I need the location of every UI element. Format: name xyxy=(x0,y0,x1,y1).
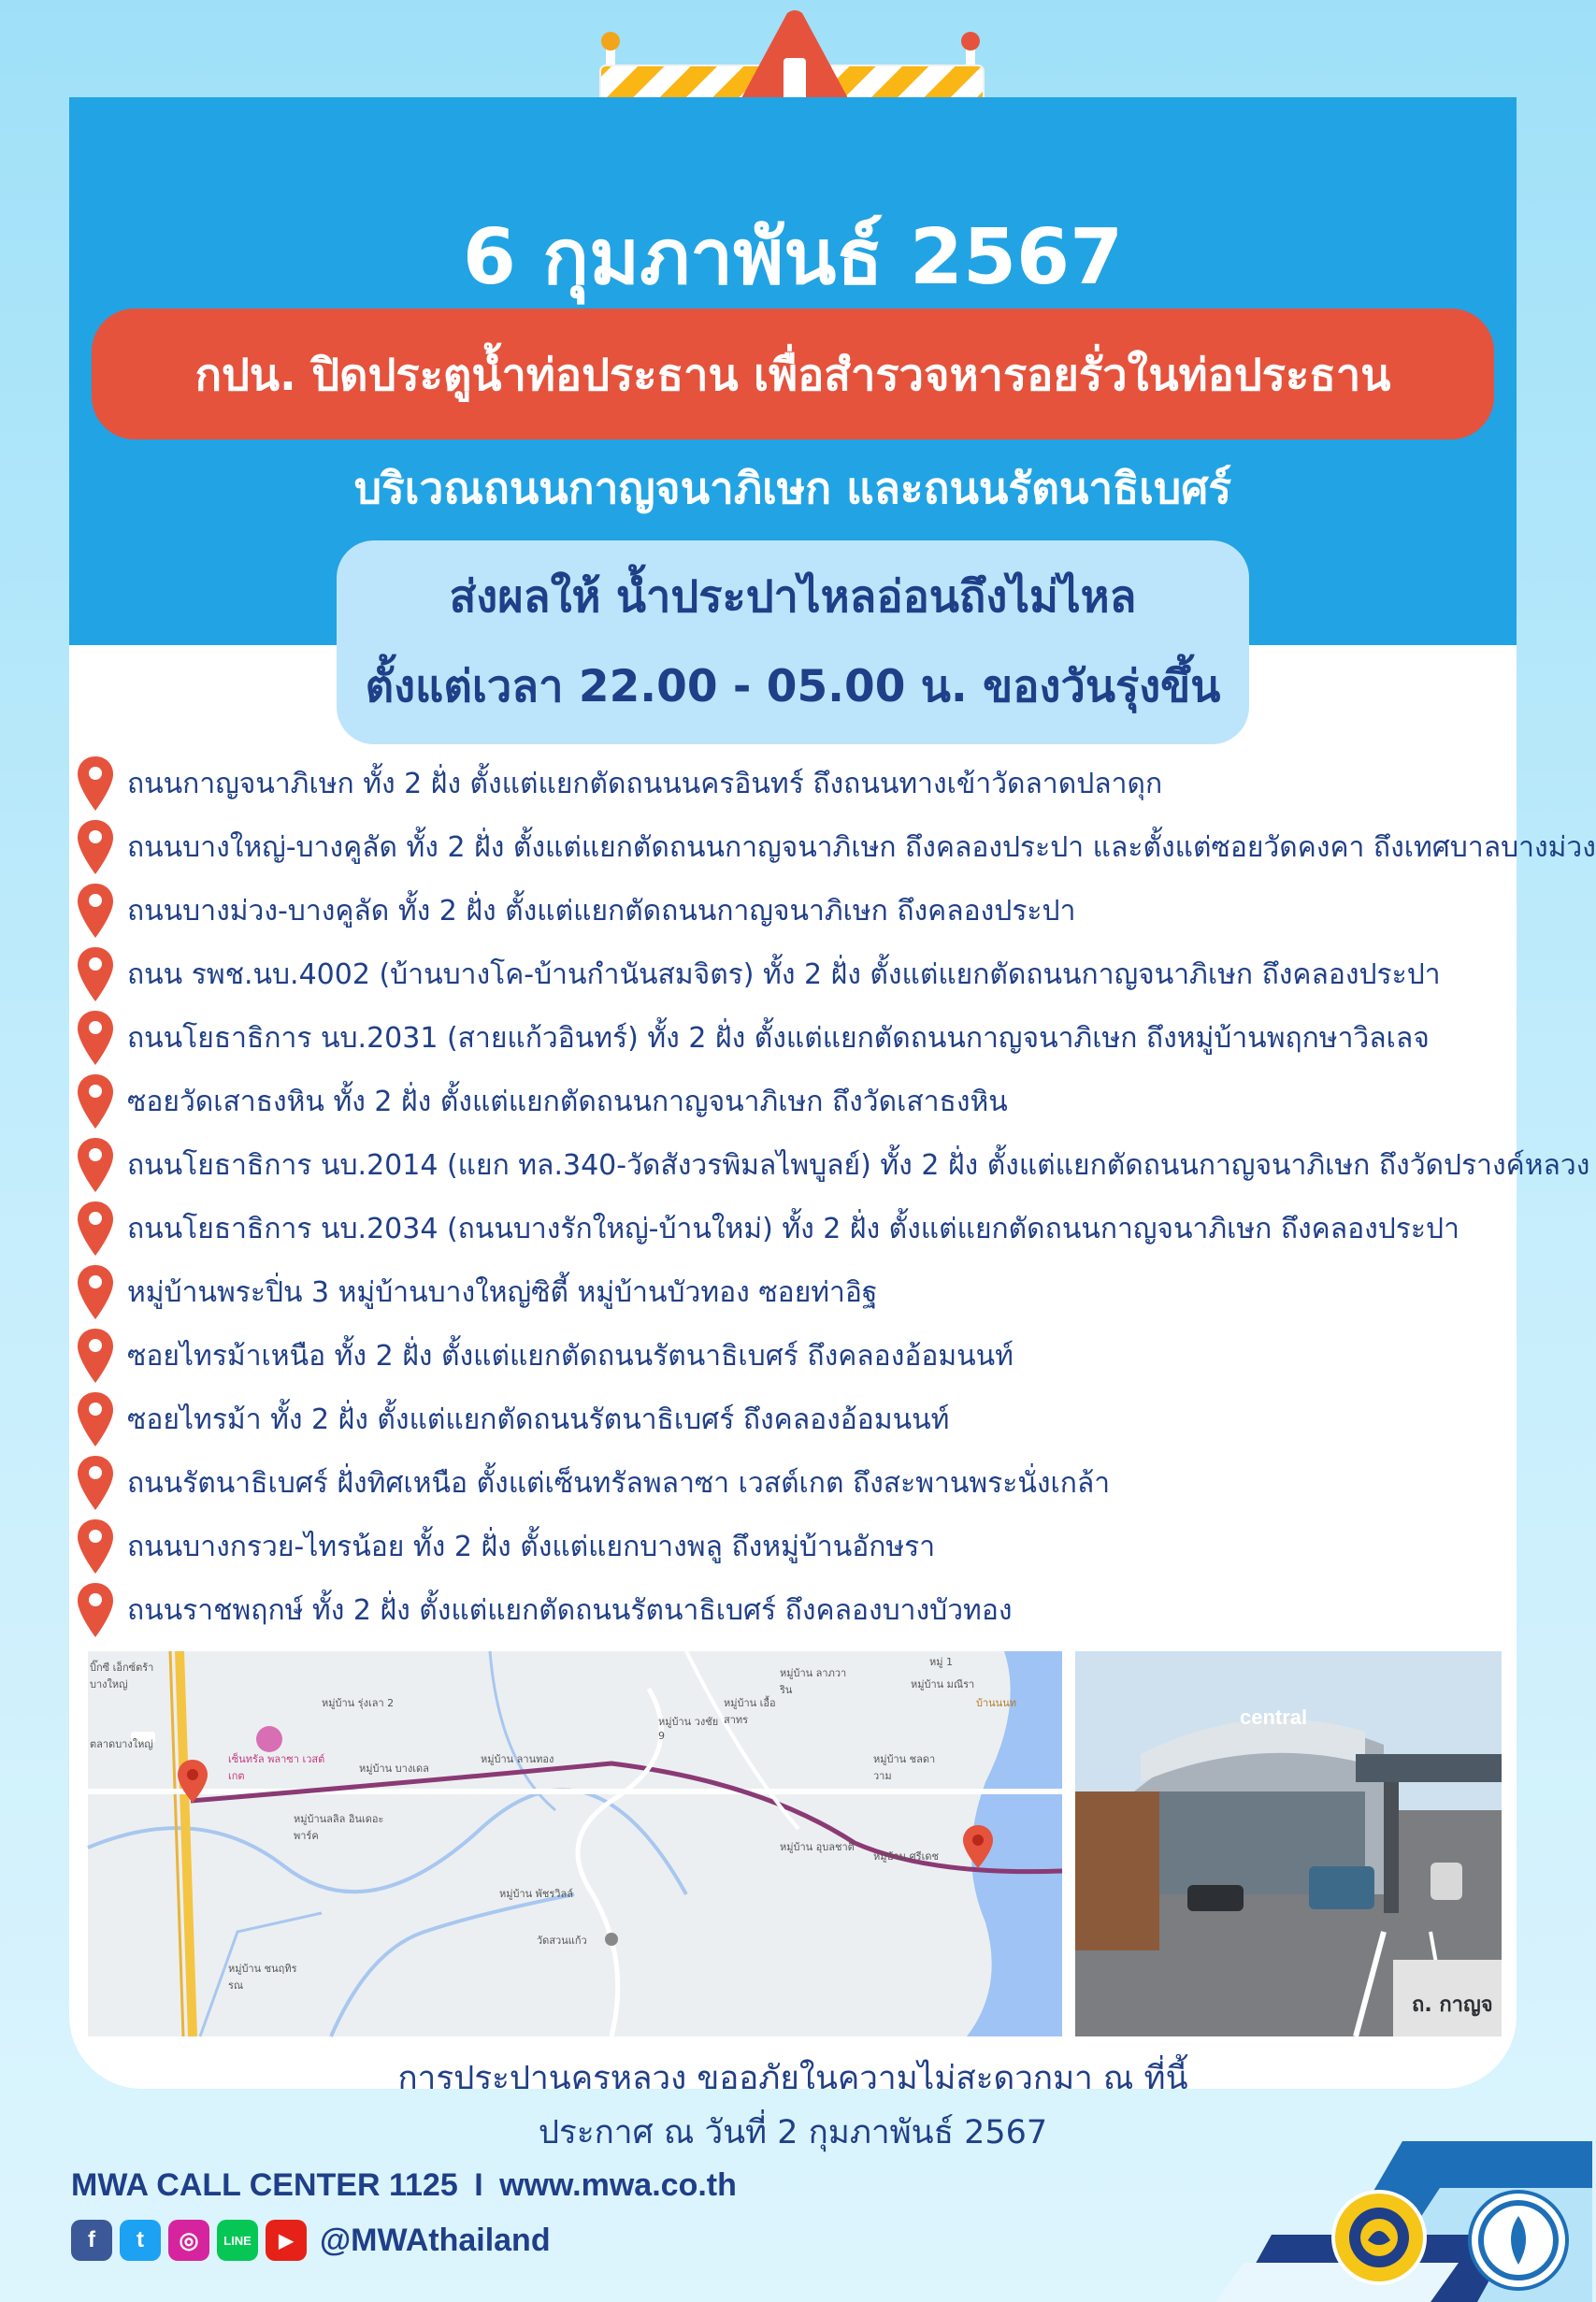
map-label: หมู่บ้าน เอื้อสาทร xyxy=(724,1697,776,1726)
area-text: ถนนโยธาธิการ นบ.2034 (ถนนบางรักใหญ่-บ้านใหม่) ทั้ง 2 ฝั่ง ตั้งแต่แยกตัดถนนกาญจนาภิเษก ถึงคลองประปา xyxy=(127,1212,1459,1245)
twitter-icon[interactable]: t xyxy=(120,2220,161,2261)
call-center-text: MWA CALL CENTER 1125 xyxy=(71,2167,458,2203)
map-label: หมู่บ้าน ลาภวาริน xyxy=(780,1667,847,1696)
area-text: ถนน รพช.นบ.4002 (บ้านบางโค-บ้านกำนันสมจิตร) ทั้ง 2 ฝั่ง ตั้งแต่แยกตัดถนนกาญจนาภิเษก ถึงคลองประปา xyxy=(127,957,1441,991)
area-text: ถนนรัตนาธิเบศร์ ฝั่งทิศเหนือ ตั้งแต่เซ็นทรัลพลาซา เวสต์เกต ถึงสะพานพระนั่งเกล้า xyxy=(127,1466,1111,1500)
area-item xyxy=(75,1133,1589,1197)
map-pin-icon xyxy=(75,1518,116,1575)
map-label: หมู่บ้านลลิล อินเดอะพาร์ค xyxy=(294,1813,384,1842)
social-handle[interactable]: @MWAthailand xyxy=(320,2222,551,2258)
website-link[interactable]: www.mwa.co.th xyxy=(499,2167,737,2203)
map-label: หมู่บ้าน ศรีเดช xyxy=(873,1850,939,1863)
map-pin-icon xyxy=(75,1581,116,1639)
area-text: ซอยวัดเสาธงหิน ทั้ง 2 ฝั่ง ตั้งแต่แยกตัดถนนกาญจนาภิเษก ถึงวัดเสาธงหิน xyxy=(127,1085,1008,1118)
announcement-card xyxy=(69,97,1596,2151)
map-pin-icon xyxy=(75,882,116,940)
separator: I xyxy=(474,2167,483,2203)
royal-emblem-logo xyxy=(1331,2190,1427,2285)
map-label: ตลาดบางใหญ่ xyxy=(90,1738,153,1750)
map-label: หมู่บ้าน ชลดาวาม xyxy=(873,1753,936,1782)
map-pin-icon xyxy=(75,1009,116,1067)
map-pin-icon xyxy=(75,755,116,813)
map-pin-icon xyxy=(75,1072,116,1130)
area-item xyxy=(75,1070,1008,1133)
road-marking: ถ. กาญจ xyxy=(1412,1993,1493,2017)
area-text: ถนนราชพฤกษ์ ทั้ง 2 ฝั่ง ตั้งแต่แยกตัดถนนรัตนาธิเบศร์ ถึงคลองบางบัวทอง xyxy=(127,1593,1013,1627)
area-text: ถนนบางกรวย-ไทรน้อย ทั้ง 2 ฝั่ง ตั้งแต่แยกบางพลู ถึงหมู่บ้านอักษรา xyxy=(127,1530,936,1563)
area-text: ซอยไทรม้า ทั้ง 2 ฝั่ง ตั้งแต่แยกตัดถนนรัตนาธิเบศร์ ถึงคลองอ้อมนนท์ xyxy=(127,1403,950,1436)
map-pin-icon xyxy=(75,945,116,1003)
area-text: ถนนโยธาธิการ นบ.2031 (สายแก้วอินทร์) ทั้ง 2 ฝั่ง ตั้งแต่แยกตัดถนนกาญจนาภิเษก ถึงหมู่บ้านพฤกษาวิลเลจ xyxy=(127,1021,1430,1055)
map-label: หมู่บ้าน ชนฤทิรรณ xyxy=(228,1963,297,1992)
line-icon[interactable]: LINE xyxy=(217,2220,258,2261)
map-label: หมู่บ้าน ลานทอง xyxy=(481,1753,554,1765)
map-pin-icon xyxy=(75,1390,116,1448)
date-title: 6 กุมภาพันธ์ 2567 xyxy=(462,213,1124,302)
map-label: บิ๊กซี เอ็กซ์ตร้า บางใหญ่ xyxy=(90,1662,154,1691)
location-subhead: บริเวณถนนกาญจนาภิเษก และถนนรัตนาธิเบศร์ xyxy=(353,463,1232,513)
effect-line-1: ส่งผลให้ น้ำประปาไหลอ่อนถึงไม่ไหล xyxy=(449,571,1137,623)
instagram-icon[interactable]: ◎ xyxy=(168,2220,209,2261)
area-item xyxy=(75,1324,1014,1388)
map-label: หมู่บ้าน อุบลชาติ xyxy=(780,1841,855,1853)
map-label: บ้านนนท xyxy=(976,1697,1016,1709)
area-item xyxy=(75,1451,1110,1515)
map-pin-icon xyxy=(75,1263,116,1321)
map-pin-icon xyxy=(75,818,116,876)
map-label: หมู่บ้าน วงชัย 9 xyxy=(658,1716,719,1742)
area-text: ถนนกาญจนาภิเษก ทั้ง 2 ฝั่ง ตั้งแต่แยกตัดถนนนครอินทร์ ถึงถนนทางเข้าวัดลาดปลาดุก xyxy=(127,767,1163,800)
area-item xyxy=(75,1388,949,1451)
area-text: ซอยไทรม้าเหนือ ทั้ง 2 ฝั่ง ตั้งแต่แยกตัดถนนรัตนาธิเบศร์ ถึงคลองอ้อมนนท์ xyxy=(127,1339,1014,1373)
area-item xyxy=(75,815,1596,879)
apology-text: การประปานครหลวง ขออภัยในความไม่สะดวกมา ณ ที่นี้ xyxy=(397,2060,1188,2097)
mall-sign: central xyxy=(1240,1705,1308,1729)
map-pin-icon xyxy=(75,1454,116,1512)
area-item xyxy=(75,752,1162,815)
area-text: ถนนโยธาธิการ นบ.2014 (แยก ทล.340-วัดสังวรพิมลไพบูลย์) ทั้ง 2 ฝั่ง ตั้งแต่แยกตัดถนนกาญจนาภิเษก ถึงวัดปรางค์หลวง xyxy=(127,1148,1590,1182)
area-item xyxy=(75,1515,935,1578)
effect-notice xyxy=(337,540,1249,744)
facebook-icon[interactable]: f xyxy=(71,2220,112,2261)
map-label: หมู่บ้าน มณีรา xyxy=(911,1678,975,1691)
youtube-icon[interactable]: ▶ xyxy=(266,2220,307,2261)
announced-date: ประกาศ ณ วันที่ 2 กุมภาพันธ์ 2567 xyxy=(538,2114,1048,2151)
area-item xyxy=(75,1006,1430,1070)
mwa-logo xyxy=(1468,2190,1569,2291)
area-item xyxy=(75,1260,877,1324)
map-label: วัดสวนแก้ว xyxy=(537,1935,587,1947)
area-item xyxy=(75,1197,1459,1260)
map-label: หมู่บ้าน บางเดล xyxy=(359,1762,429,1775)
headline-banner: กปน. ปิดประตูน้ำท่อประธาน เพื่อสำรวจหารอยรั่วในท่อประธาน xyxy=(92,309,1494,439)
area-item xyxy=(75,942,1441,1006)
social-row xyxy=(71,2220,551,2261)
area-text: หมู่บ้านพระปิ่น 3 หมู่บ้านบางใหญ่ซิตี้ หมู่บ้านบัวทอง ซอยท่าอิฐ xyxy=(127,1275,878,1309)
map-label: หมู่บ้าน รุ่งเลา 2 xyxy=(322,1697,395,1709)
contact-line xyxy=(71,2167,737,2204)
map-pin-icon xyxy=(75,1200,116,1258)
map-label: หมู่ 1 xyxy=(929,1656,953,1668)
map-pin-icon xyxy=(75,1136,116,1194)
map-pin-icon xyxy=(75,1327,116,1385)
map-label: หมู่บ้าน พัชรวิลล์ xyxy=(499,1888,573,1900)
street-photo xyxy=(1075,1651,1502,2036)
area-item xyxy=(75,879,1075,942)
map-label: เซ็นทรัล พลาซา เวสต์เกต xyxy=(228,1753,325,1782)
area-text: ถนนบางใหญ่-บางคูลัด ทั้ง 2 ฝั่ง ตั้งแต่แยกตัดถนนกาญจนาภิเษก ถึงคลองประปา และตั้งแต่ซอยวัดคงคา ถึงเทศบาลบางม่วง xyxy=(127,830,1596,864)
effect-line-2: ตั้งแต่เวลา 22.00 - 05.00 น. ของวันรุ่งขึ้น xyxy=(365,661,1221,712)
area-text: ถนนบางม่วง-บางคูลัด ทั้ง 2 ฝั่ง ตั้งแต่แยกตัดถนนกาญจนาภิเษก ถึงคลองประปา xyxy=(127,894,1076,928)
area-item xyxy=(75,1578,1012,1642)
location-map xyxy=(88,1651,1062,2036)
